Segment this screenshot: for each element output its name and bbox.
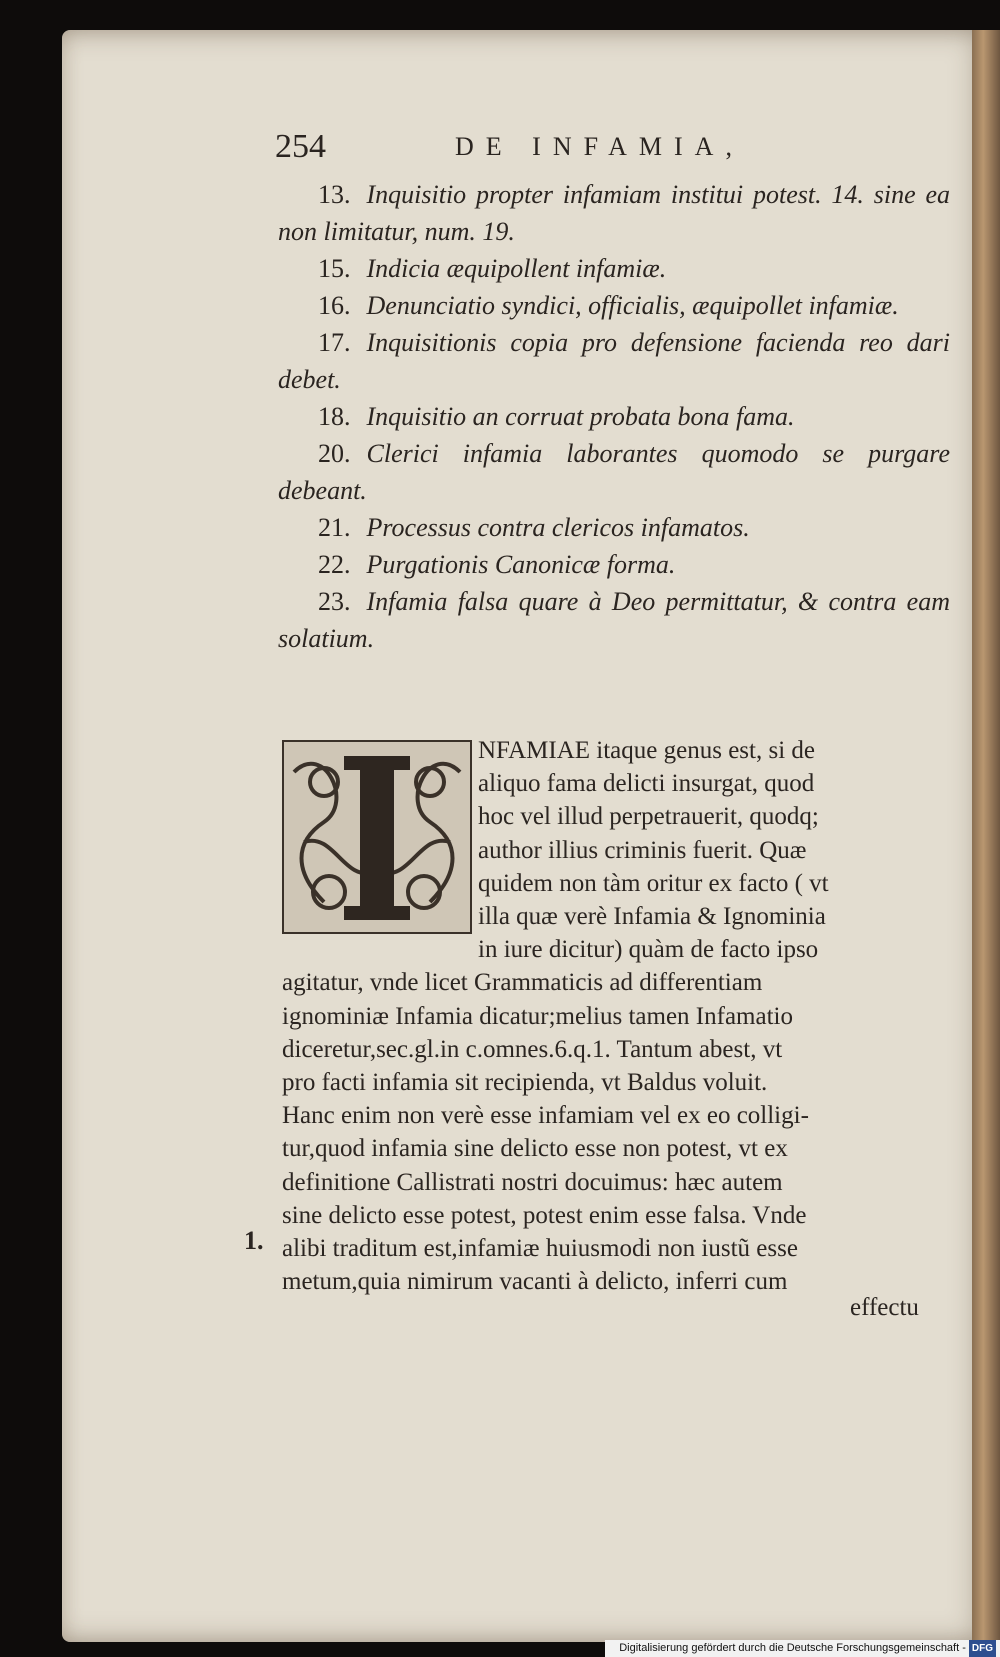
text-line: tur,quod infamia sine delicto esse non potest, vt ex (282, 1135, 788, 1163)
summary-item: 23. Infamia falsa quare à Deo permittatur, & contra eam solatium. (278, 587, 950, 653)
footer-text: Digitalisierung gefördert durch die Deutsche Forschungsgemeinschaft - (619, 1642, 966, 1654)
text-line: NFAMIAE itaque genus est, si de (478, 737, 815, 764)
text-line: sine delicto esse potest, potest enim esse falsa. Vnde (282, 1201, 807, 1229)
text-line: definitione Callistrati nostri docuimus: hæc autem (282, 1168, 783, 1196)
summary-item: 18. Inquisitio an corruat probata bona fama. (318, 402, 795, 431)
catchword: effectu (850, 1294, 919, 1321)
text-line: Hanc enim non verè esse infamiam vel ex eo colligi- (282, 1102, 809, 1130)
page-number: 254 (275, 128, 326, 165)
text-line: agitatur, vnde licet Grammaticis ad differentiam (282, 969, 763, 997)
summary-item: 13. Inquisitio propter infamiam institui potest. 14. sine ea non limitatur, num. 19. (278, 180, 950, 246)
main-text (282, 734, 950, 1298)
footer-credit (605, 1640, 1000, 1657)
text-line: alibi traditum est,infamiæ huiusmodi non iustũ esse (282, 1235, 798, 1263)
summary-list (278, 176, 950, 657)
text-line: aliquo fama delicti insurgat, quod (478, 770, 815, 798)
text-line: diceretur,sec.gl.in c.omnes.6.q.1. Tantum abest, vt (282, 1035, 783, 1063)
summary-item: 15. Indicia æquipollent infamiæ. (318, 254, 667, 283)
summary-item: 20. Clerici infamia laborantes quomodo se purgare debeant. (278, 439, 950, 505)
text-line: pro facti infamia sit recipienda, vt Baldus voluit. (282, 1069, 768, 1097)
text-line: in iure dicitur) quàm de facto ipso (478, 936, 819, 964)
text-line: author illius criminis fuerit. Quæ (478, 836, 807, 864)
text-line: quidem non tàm oritur ex facto ( vt (478, 869, 829, 897)
marginal-note-number: 1. (244, 1226, 264, 1255)
page-edge (972, 30, 1000, 1642)
text-line: ignominiæ Infamia dicatur;melius tamen Infamatio (282, 1002, 793, 1030)
text-line: hoc vel illud perpetrauerit, quodq; (478, 803, 819, 831)
running-title: DE INFAMIA, (455, 132, 744, 161)
summary-item: 17. Inquisitionis copia pro defensione facienda reo dari debet. (278, 328, 950, 394)
page-header (275, 128, 945, 174)
summary-item: 22. Purgationis Canonicæ forma. (318, 550, 676, 579)
text-line: metum,quia nimirum vacanti à delicto, inferri cum (282, 1268, 788, 1296)
text-line: illa quæ verè Infamia & Ignominia (478, 903, 826, 931)
dfg-logo: DFG (969, 1640, 996, 1657)
summary-item: 16. Denunciatio syndici, officialis, æquipollet infamiæ. (318, 291, 899, 320)
summary-item: 21. Processus contra clericos infamatos. (318, 513, 750, 542)
